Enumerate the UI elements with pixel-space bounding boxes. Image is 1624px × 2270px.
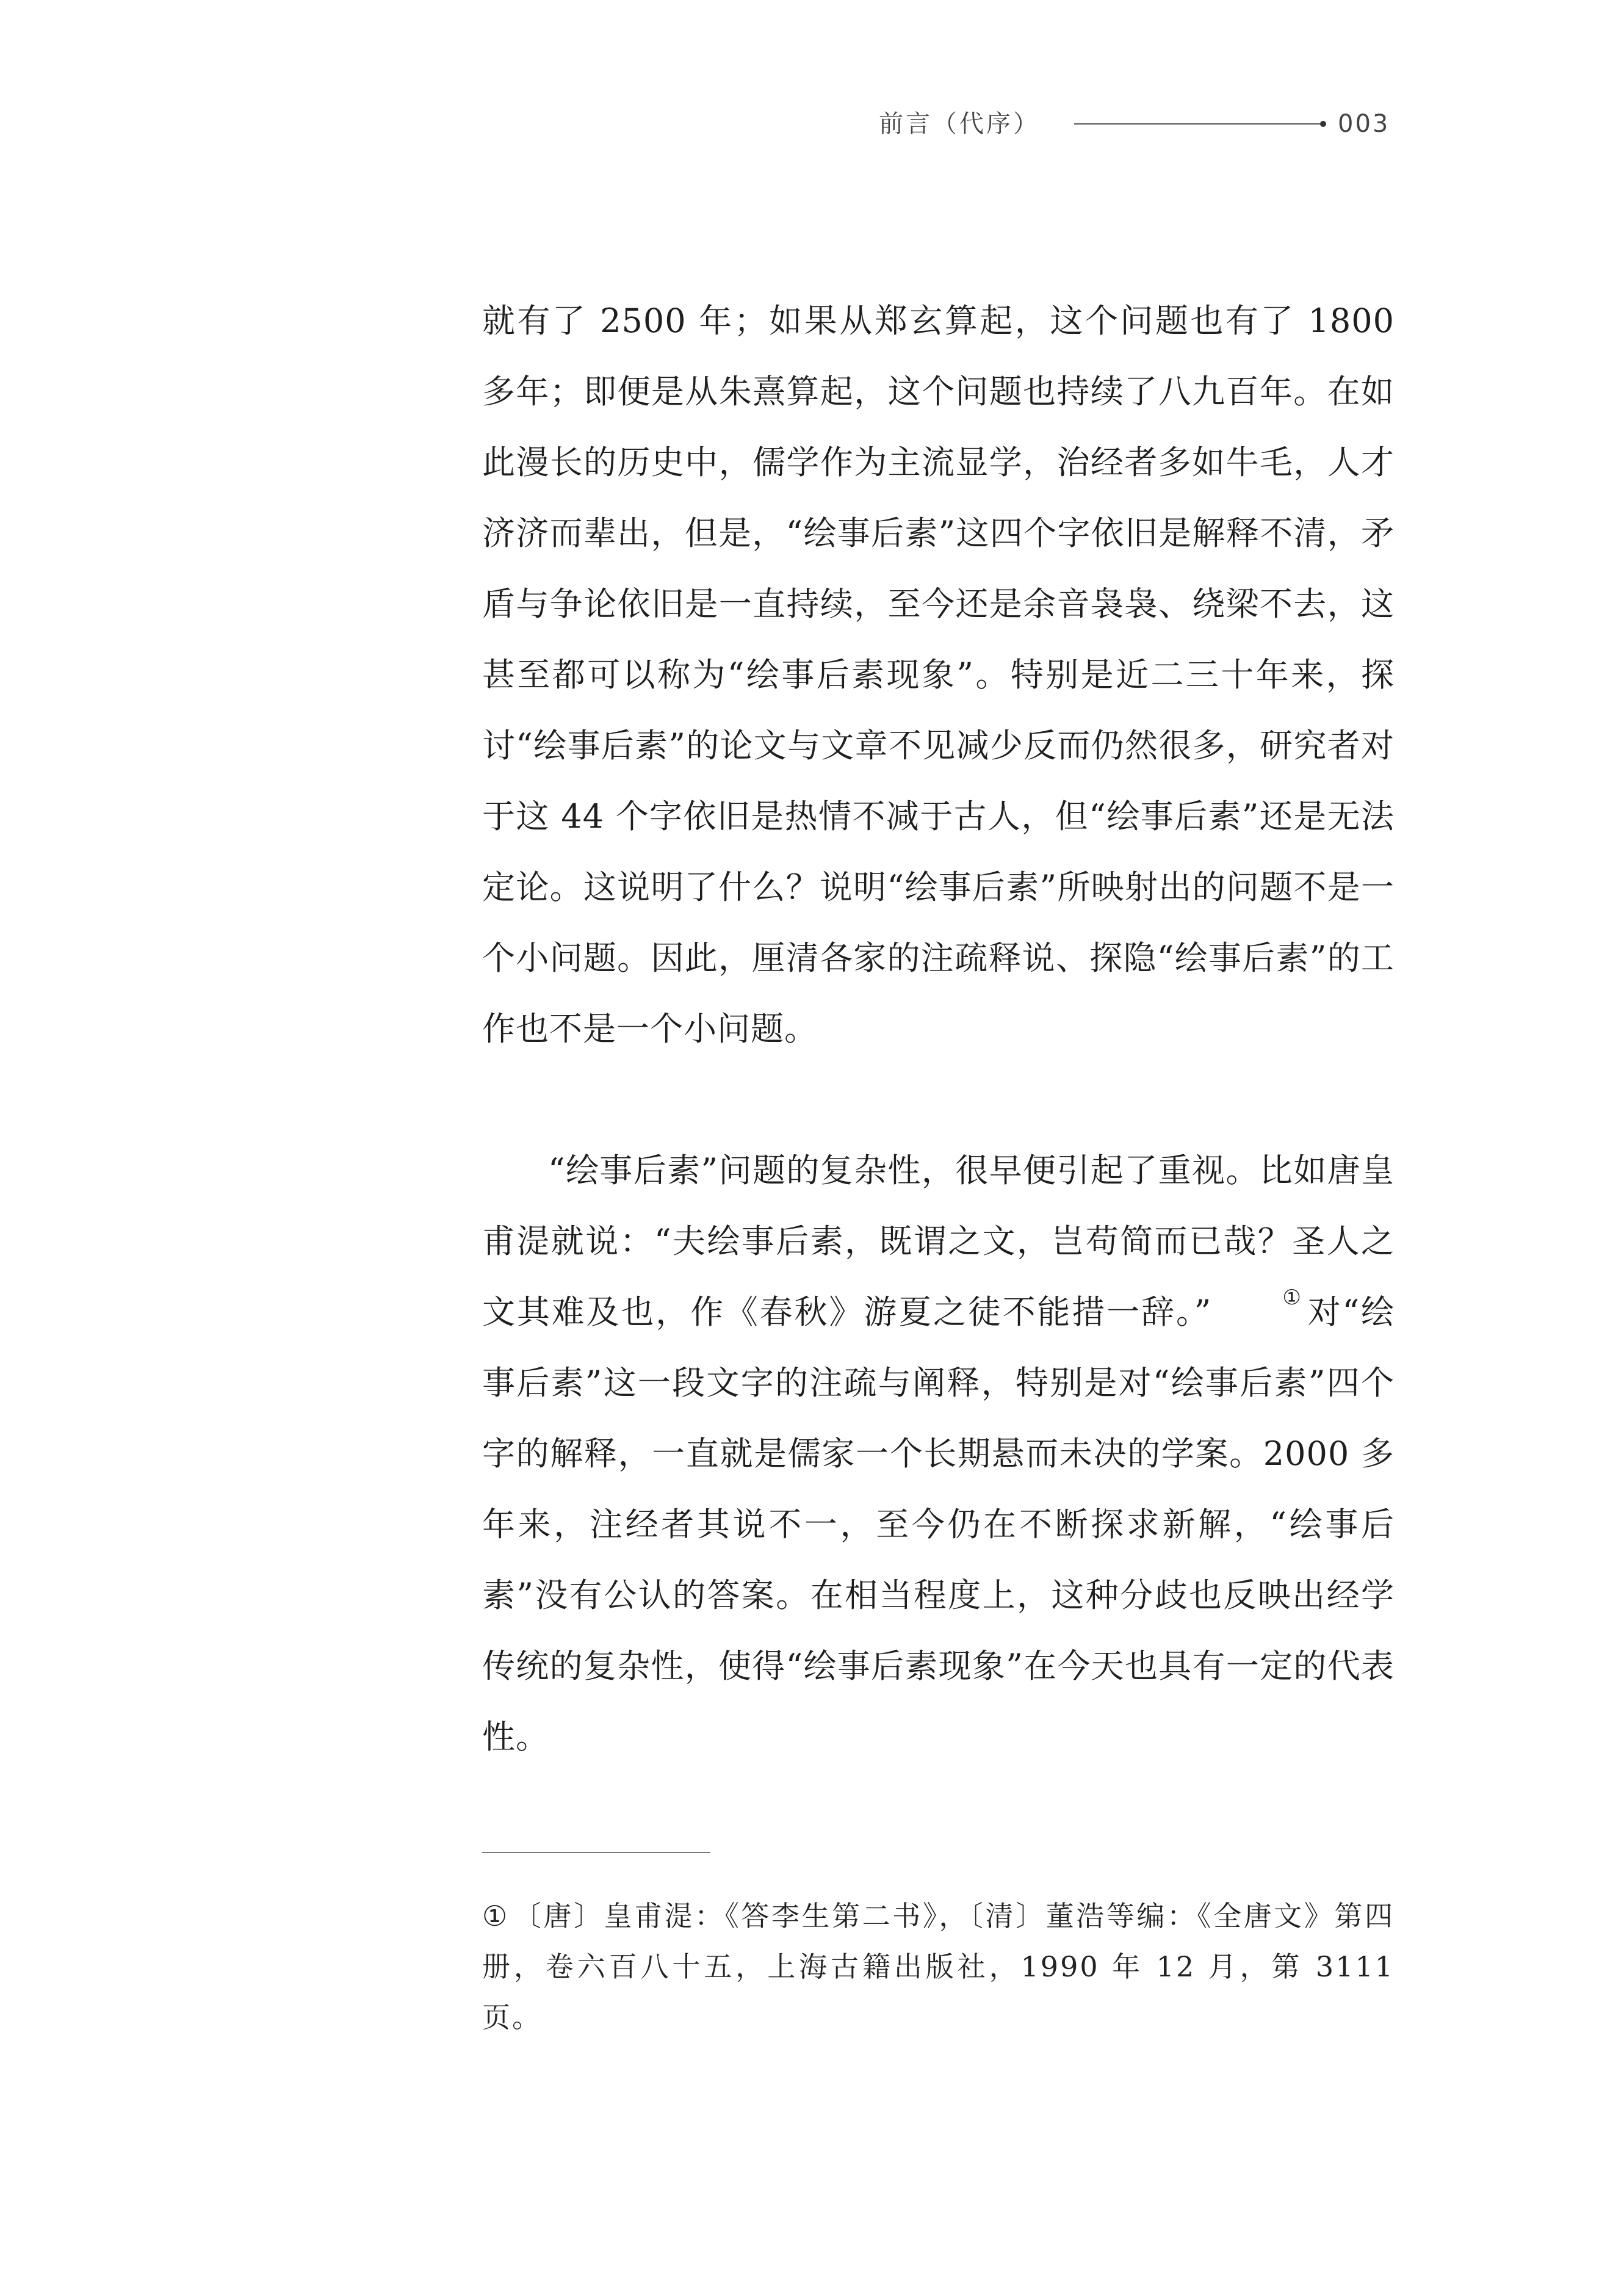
header-rule [1074,123,1323,125]
paragraph-2-text-start: “绘事后素”问题的复杂性，很早便引起了重视。比如唐皇甫湜就说：“夫绘事后素，既谓之文，岂苟简而已哉？圣人之文其难及也，作《春秋》游夏之徒不能措一辞。” [482,1151,1395,1331]
footnote-text: 〔唐〕皇甫湜：《答李生第二书》，〔清〕董浩等编：《全唐文》第四册，卷六百八十五，上海古籍出版社，1990 年 12 月，第 3111 页。 [482,1899,1395,2034]
footnote-divider [482,1852,710,1853]
running-header [879,103,1398,145]
footnote [482,1891,1395,2043]
paragraph-2-text-end: 对“绘事后素”这一段文字的注疏与阐释，特别是对“绘事后素”四个字的解释，一直就是儒家一个长期悬而未决的学案。2000 多年来，注经者其说不一，至今仍在不断探求新解，“绘事后素”没有公认的答案。在相当程度上，这种分歧也反映出经学传统的复杂性，使得“绘事后素现象”在今天也具有一定的代表性。 [482,1293,1395,1756]
body-text [482,286,1395,1773]
footnote-marker: ① [482,1899,510,1932]
header-title: 前言（代序） [879,110,1040,138]
page-number: 003 [1338,110,1390,138]
paragraph-2: “绘事后素”问题的复杂性，很早便引起了重视。比如唐皇甫湜就说：“夫绘事后素，既谓之文，岂苟简而已哉？圣人之文其难及也，作《春秋》游夏之徒不能措一辞。” ① 对“绘事后素”这一段文字的注疏与阐释，特别是对“绘事后素”四个字的解释，一直就是儒家一个长期悬而未决的学案。2000 多年来，注经者其说不一，至今仍在不断探求新解，“绘事后素”没有公认的答案。在相当程度上，这种分歧也反映出经学传统的复杂性，使得“绘事后素现象”在今天也具有一定的代表性。 [482,1151,1395,1756]
paragraph-1: 就有了 2500 年；如果从郑玄算起，这个问题也有了 1800 多年；即便是从朱熹算起，这个问题也持续了八九百年。在如此漫长的历史中，儒学作为主流显学，治经者多如牛毛，人才济济而辈出，但是，“绘事后素”这四个字依旧是解释不清，矛盾与争论依旧是一直持续，至今还是余音袅袅、绕梁不去，这甚至都可以称为“绘事后素现象”。特别是近二三十年来，探讨“绘事后素”的论文与文章不见减少反而仍然很多，研究者对于这 44 个字依旧是热情不减于古人，但“绘事后素”还是无法定论。这说明了什么？说明“绘事后素”所映射出的问题不是一个小问题。因此，厘清各家的注疏释说、探隐“绘事后素”的工作也不是一个小问题。 [482,302,1395,1048]
